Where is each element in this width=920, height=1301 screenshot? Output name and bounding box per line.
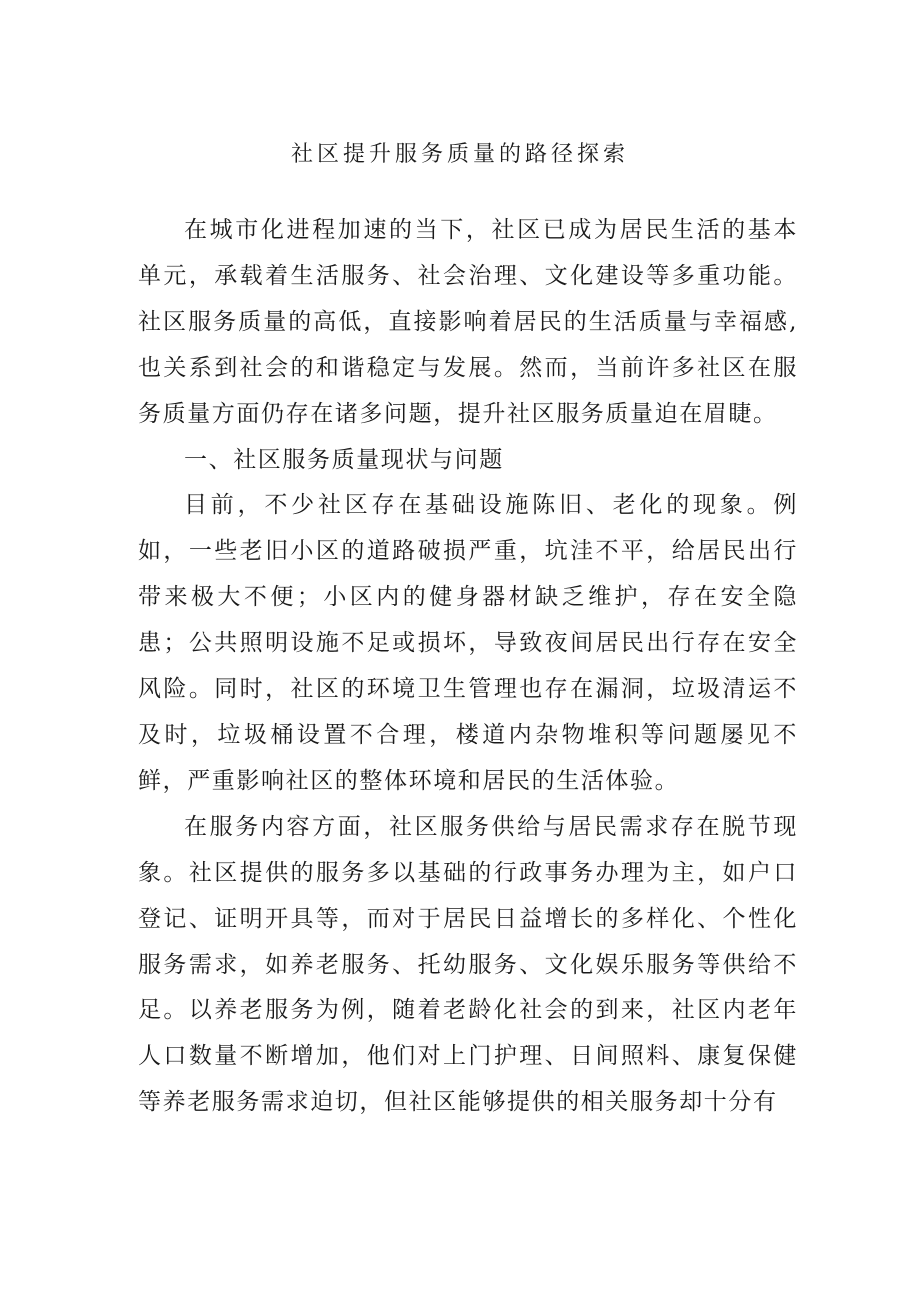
document-body bbox=[138, 208, 798, 1126]
section-heading-1: 一、社区服务质量现状与问题 bbox=[184, 446, 504, 473]
document-title: 社区提升服务质量的路径探索 bbox=[290, 142, 629, 167]
paragraph-infrastructure: 目前，不少社区存在基础设施陈旧、老化的现象。例如，一些老旧小区的道路破损严重，坑洼不平，给居民出行带来极大不便；小区内的健身器材缺乏维护，存在安全隐患；公共照明设施不足或损坏，导致夜间居民出行存在安全风险。同时，社区的环境卫生管理也存在漏洞，垃圾清运不及时，垃圾桶设置不合理，楼道内杂物堆积等问题屡见不鲜，严重影响社区的整体环境和居民的生活体验。 bbox=[138, 492, 798, 794]
paragraph-service-content: 在服务内容方面，社区服务供给与居民需求存在脱节现象。社区提供的服务多以基础的行政事务办理为主，如户口登记、证明开具等，而对于居民日益增长的多样化、个性化服务需求，如养老服务、托幼服务、文化娱乐服务等供给不足。以养老服务为例，随着老龄化社会的到来，社区内老年人口数量不断增加，他们对上门护理、日间照料、康复保健等养老服务需求迫切，但社区能够提供的相关服务却十分有 bbox=[138, 813, 798, 1116]
paragraph-intro: 在城市化进程加速的当下，社区已成为居民生活的基本单元，承载着生活服务、社会治理、文化建设等多重功能。社区服务质量的高低，直接影响着居民的生活质量与幸福感,也关系到社会的和谐稳定与发展。然而，当前许多社区在服务质量方面仍存在诸多问题，提升社区服务质量迫在眉睫。 bbox=[138, 217, 798, 427]
